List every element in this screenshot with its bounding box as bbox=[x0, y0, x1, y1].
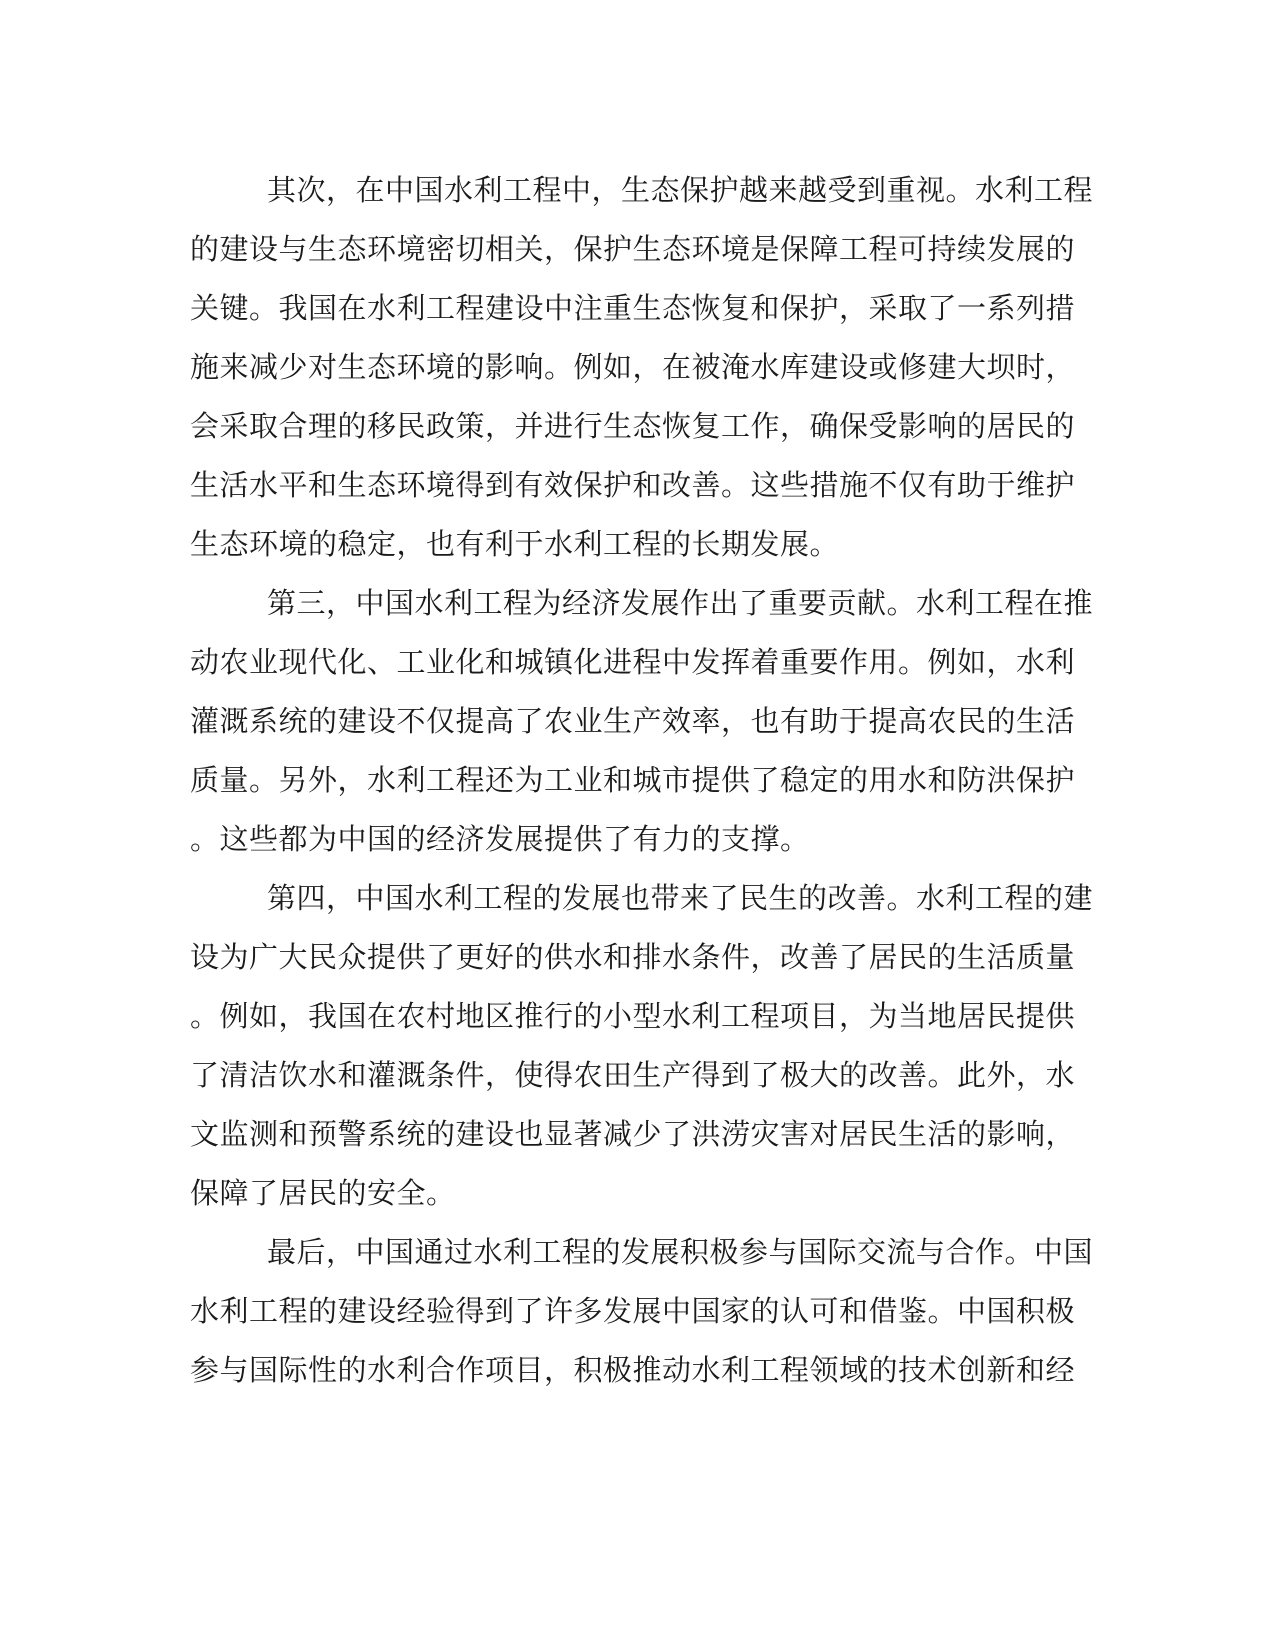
paragraph-3-line-2: 设为广大民众提供了更好的供水和排水条件，改善了居民的生活质量 bbox=[190, 940, 1076, 974]
paragraph-2-line-4: 质量。另外，水利工程还为工业和城市提供了稳定的用水和防洪保护 bbox=[190, 763, 1076, 797]
paragraph-2-line-5: 。这些都为中国的经济发展提供了有力的支撑。 bbox=[190, 822, 810, 856]
paragraph-2-line-1: 第三，中国水利工程为经济发展作出了重要贡献。水利工程在推 bbox=[267, 586, 1094, 620]
paragraph-4-line-3: 参与国际性的水利合作项目，积极推动水利工程领域的技术创新和经 bbox=[190, 1353, 1076, 1387]
paragraph-1-line-1: 其次，在中国水利工程中，生态保护越来越受到重视。水利工程 bbox=[267, 173, 1094, 207]
paragraph-1-line-6: 生活水平和生态环境得到有效保护和改善。这些措施不仅有助于维护 bbox=[190, 468, 1076, 502]
paragraph-1-line-3: 关键。我国在水利工程建设中注重生态恢复和保护，采取了一系列措 bbox=[190, 291, 1076, 325]
paragraph-4-line-1: 最后，中国通过水利工程的发展积极参与国际交流与合作。中国 bbox=[267, 1235, 1094, 1269]
paragraph-3-line-4: 了清洁饮水和灌溉条件，使得农田生产得到了极大的改善。此外，水 bbox=[190, 1058, 1076, 1092]
paragraph-3-line-1: 第四，中国水利工程的发展也带来了民生的改善。水利工程的建 bbox=[267, 881, 1094, 915]
paragraph-1-line-4: 施来减少对生态环境的影响。例如，在被淹水库建设或修建大坝时， bbox=[190, 350, 1076, 384]
paragraph-1-line-2: 的建设与生态环境密切相关，保护生态环境是保障工程可持续发展的 bbox=[190, 232, 1076, 266]
paragraph-2-line-2: 动农业现代化、工业化和城镇化进程中发挥着重要作用。例如，水利 bbox=[190, 645, 1076, 679]
paragraph-1-line-5: 会采取合理的移民政策，并进行生态恢复工作，确保受影响的居民的 bbox=[190, 409, 1076, 443]
body-text bbox=[190, 161, 1094, 1400]
paragraph-3-line-6: 保障了居民的安全。 bbox=[190, 1176, 456, 1210]
paragraph-4-line-2: 水利工程的建设经验得到了许多发展中国家的认可和借鉴。中国积极 bbox=[190, 1294, 1076, 1328]
paragraph-3-line-3: 。例如，我国在农村地区推行的小型水利工程项目，为当地居民提供 bbox=[190, 999, 1076, 1033]
paragraph-1-line-7: 生态环境的稳定，也有利于水利工程的长期发展。 bbox=[190, 527, 840, 561]
paragraph-3-line-5: 文监测和预警系统的建设也显著减少了洪涝灾害对居民生活的影响， bbox=[190, 1117, 1076, 1151]
paragraph-2-line-3: 灌溉系统的建设不仅提高了农业生产效率，也有助于提高农民的生活 bbox=[190, 704, 1076, 738]
